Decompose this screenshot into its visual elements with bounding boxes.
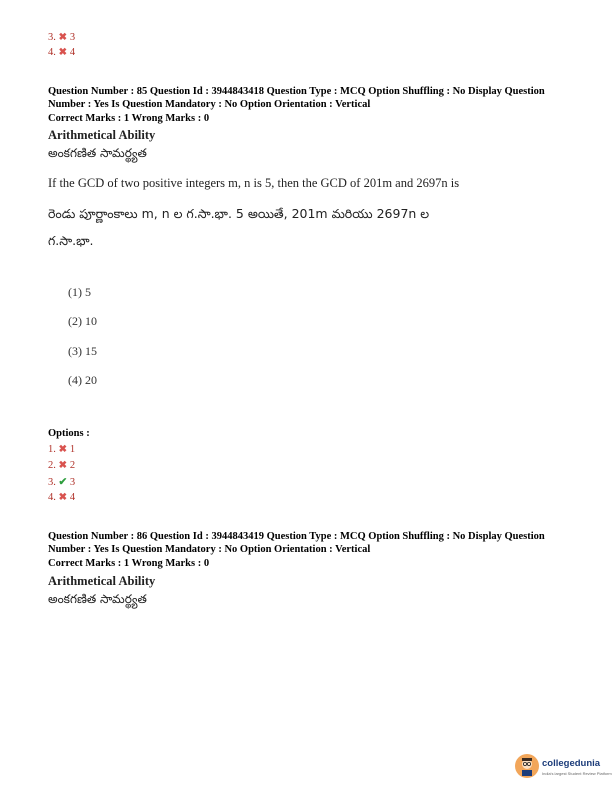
q85-option-1: 1. ✖ 1 xyxy=(48,444,76,455)
q86-section-en: Arithmetical Ability xyxy=(48,574,156,588)
prev-option-3: 3. ✖ 3 xyxy=(48,32,76,43)
q85-question-en: If the GCD of two positive integers m, n is 5, then the GCD of 201m and 2697n is xyxy=(48,176,460,190)
q85-choice-2: (2) 10 xyxy=(68,314,97,328)
q86-marks: Correct Marks : 1 Wrong Marks : 0 xyxy=(48,558,210,569)
check-icon: ✔ xyxy=(58,477,68,488)
collegedunia-logo xyxy=(515,754,612,784)
q85-choice-3: (3) 15 xyxy=(68,344,97,358)
cross-icon: ✖ xyxy=(58,460,68,471)
cross-icon: ✖ xyxy=(58,444,68,455)
q86-section-te: అంకగణిత సామర్థ్యత xyxy=(48,592,147,606)
q86-meta: Question Number : 86 Question Id : 3944843419 Question Type : MCQ Option Shuffling : No Display Question Number : Yes Is Question Mandatory : No Option Orientation : Vertical xyxy=(48,531,545,555)
q85-choice-1: (1) 5 xyxy=(68,285,91,299)
q85-option-2: 2. ✖ 2 xyxy=(48,460,76,471)
cross-icon: ✖ xyxy=(58,47,68,58)
q85-question-te-line1: రెండు పూర్ణాంకాలు m, n ల గ.సా.భా. 5 అయితే, 201m మరియు 2697n ల xyxy=(48,206,430,221)
q85-option-4: 4. ✖ 4 xyxy=(48,492,76,503)
q85-question-te-line2: గ.సా.భా. xyxy=(48,233,94,248)
mascot-icon xyxy=(515,754,539,778)
q85-choice-4: (4) 20 xyxy=(68,373,97,387)
q85-option-3: 3. ✔ 3 xyxy=(48,477,76,488)
cross-icon: ✖ xyxy=(58,492,68,503)
q85-options-label: Options : xyxy=(48,428,90,439)
cross-icon: ✖ xyxy=(58,32,68,43)
q85-meta: Question Number : 85 Question Id : 3944843418 Question Type : MCQ Option Shuffling : No Display Question Number : Yes Is Question Mandatory : No Option Orientation : Vertical xyxy=(48,86,545,110)
prev-option-4: 4. ✖ 4 xyxy=(48,47,76,58)
logo-tagline: India's largest Student Review Platform xyxy=(542,771,612,776)
q85-section-te: అంకగణిత సామర్థ్యత xyxy=(48,146,147,160)
q85-marks: Correct Marks : 1 Wrong Marks : 0 xyxy=(48,113,210,124)
logo-brand: collegedunia xyxy=(542,758,601,769)
q85-section-en: Arithmetical Ability xyxy=(48,128,156,142)
